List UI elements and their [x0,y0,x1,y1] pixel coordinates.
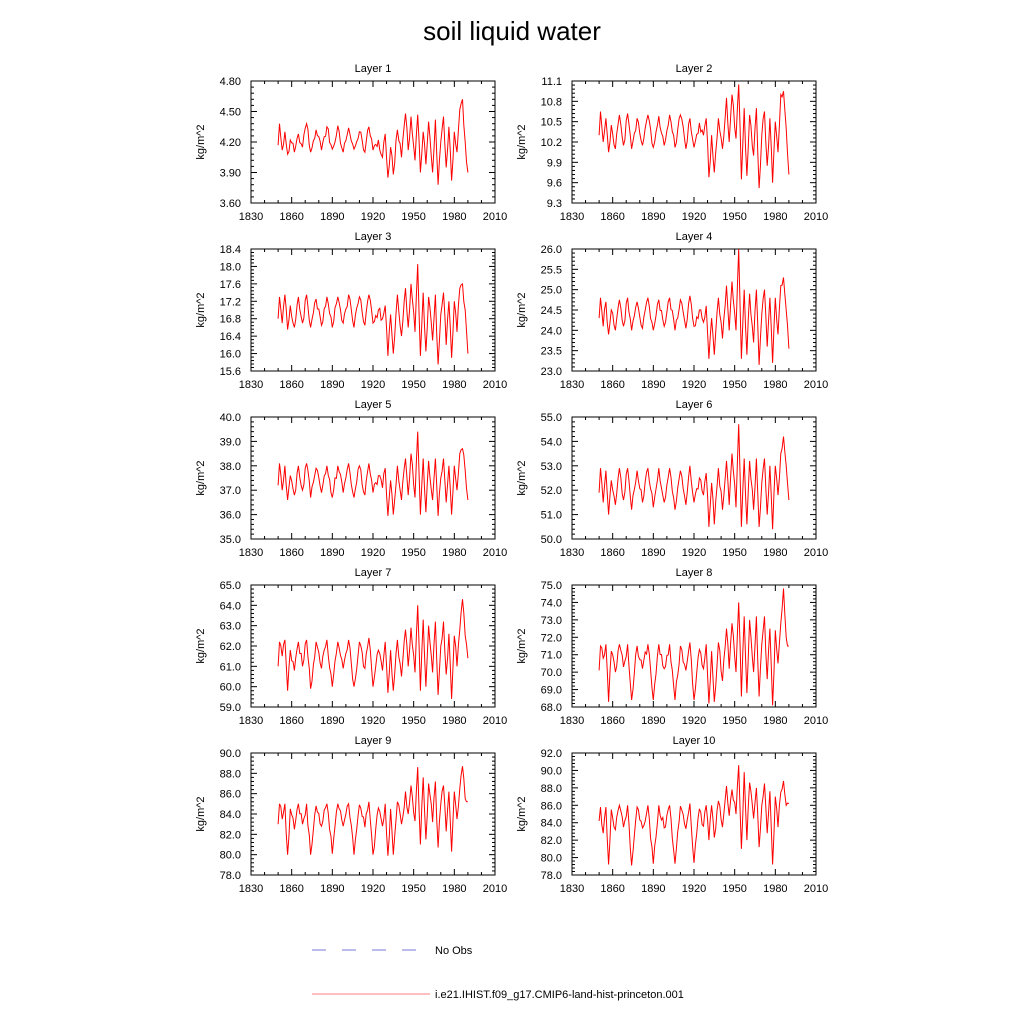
x-tick-label: 1920 [681,379,707,391]
y-tick-label: 25.0 [540,284,562,297]
series-line [278,99,468,184]
x-tick-label: 1830 [238,883,264,895]
x-tick-label: 1890 [641,883,666,895]
panel-title: Layer 5 [354,399,392,411]
y-tick-label: 16.4 [219,331,241,344]
x-tick-label: 1920 [360,211,386,223]
panel-title: Layer 3 [354,231,392,243]
y-tick-label: 9.6 [546,177,562,190]
y-tick-label: 39.0 [219,436,241,449]
y-tick-label: 3.60 [219,198,241,210]
x-tick-label: 2010 [803,547,829,559]
y-tick-label: 51.0 [540,509,562,522]
y-tick-label: 10.5 [540,116,562,129]
x-tick-label: 1860 [600,883,625,895]
series-line [278,432,468,516]
x-tick-label: 1950 [722,379,747,391]
y-axis-label: kg/m^2 [516,628,528,664]
x-tick-label: 1920 [681,211,707,223]
y-axis-label: kg/m^2 [195,796,207,832]
y-tick-label: 26.0 [540,244,562,256]
y-tick-label: 16.8 [219,313,241,326]
y-tick-label: 84.0 [219,809,241,821]
y-tick-label: 72.0 [540,632,562,645]
y-tick-label: 23.5 [540,345,562,358]
x-tick-label: 1890 [641,211,666,223]
x-tick-label: 1950 [722,547,747,559]
y-tick-label: 68.0 [540,702,562,714]
panel-layer-8 [516,567,828,727]
legend [312,945,684,1001]
y-tick-label: 55.0 [540,412,562,424]
y-tick-label: 90.0 [540,765,562,778]
panels [195,63,828,895]
series-line [278,599,468,699]
y-tick-label: 40.0 [219,412,241,424]
panel-title: Layer 8 [675,567,713,579]
x-tick-label: 1830 [238,547,264,559]
y-tick-label: 17.6 [219,278,241,291]
y-tick-label: 9.9 [546,157,562,170]
x-tick-label: 2010 [482,379,508,391]
y-tick-label: 78.0 [540,870,562,882]
x-tick-label: 1920 [360,547,386,559]
y-tick-label: 64.0 [219,600,241,613]
y-tick-label: 18.4 [219,244,241,256]
x-tick-label: 1980 [763,883,788,895]
x-tick-label: 1980 [763,211,788,223]
y-axis-label: kg/m^2 [516,460,528,496]
y-tick-label: 78.0 [219,870,241,882]
y-tick-label: 11.1 [541,76,562,88]
series-line [599,424,789,529]
panel-title: Layer 9 [354,735,392,747]
x-tick-label: 1950 [722,715,747,727]
x-tick-label: 1950 [401,547,426,559]
y-axis-label: kg/m^2 [516,292,528,328]
panel-layer-6 [516,399,828,559]
y-tick-label: 4.20 [219,137,241,149]
y-tick-label: 35.0 [219,534,241,546]
panel-layer-7 [195,567,507,727]
x-tick-label: 2010 [482,883,508,895]
x-tick-label: 1920 [681,547,707,559]
x-tick-label: 1980 [442,211,467,223]
x-tick-label: 1920 [360,715,386,727]
y-axis-label: kg/m^2 [195,460,207,496]
y-tick-label: 70.0 [540,667,562,680]
y-axis-label: kg/m^2 [195,628,207,664]
x-tick-label: 1890 [320,715,345,727]
plot-frame [251,81,495,203]
x-tick-label: 1980 [763,379,788,391]
x-tick-label: 1950 [401,379,426,391]
x-tick-label: 1890 [320,211,345,223]
x-tick-label: 1920 [360,379,386,391]
x-tick-label: 1920 [681,883,707,895]
x-tick-label: 1980 [763,715,788,727]
x-tick-label: 1830 [238,379,264,391]
x-tick-label: 1920 [681,715,707,727]
series-line [278,264,468,364]
panel-layer-1 [195,63,507,223]
y-tick-label: 10.8 [540,96,562,109]
x-tick-label: 1980 [442,883,467,895]
y-tick-label: 25.5 [540,264,562,277]
y-tick-label: 62.0 [219,641,241,653]
x-tick-label: 1830 [559,379,585,391]
y-tick-label: 88.0 [219,768,241,781]
y-tick-label: 24.0 [540,325,562,338]
panel-layer-10 [516,735,828,895]
x-tick-label: 1950 [401,883,426,895]
panel-title: Layer 10 [672,735,716,747]
y-tick-label: 92.0 [540,748,562,760]
x-tick-label: 1980 [763,547,788,559]
panel-layer-5 [195,399,507,559]
y-tick-label: 75.0 [540,580,562,592]
y-tick-label: 4.80 [219,76,241,88]
x-tick-label: 2010 [803,379,829,391]
x-tick-label: 1890 [320,547,345,559]
series-line [599,84,789,188]
y-tick-label: 86.0 [219,788,241,801]
x-tick-label: 1860 [600,715,625,727]
y-tick-label: 17.2 [219,296,241,309]
x-tick-label: 1830 [559,883,585,895]
y-tick-label: 61.0 [219,661,241,674]
y-tick-label: 37.0 [219,485,241,498]
x-tick-label: 1890 [320,883,345,895]
y-tick-label: 80.0 [219,849,241,862]
x-tick-label: 1830 [238,715,264,727]
panel-layer-9 [195,735,507,895]
x-tick-label: 1890 [641,379,666,391]
x-tick-label: 1830 [559,715,585,727]
x-tick-label: 2010 [482,211,508,223]
y-tick-label: 3.90 [219,167,241,180]
x-tick-label: 1860 [279,883,304,895]
y-tick-label: 65.0 [219,580,241,592]
series-line [278,766,468,856]
y-tick-label: 59.0 [219,702,241,714]
x-tick-label: 2010 [482,547,508,559]
y-tick-label: 23.0 [540,366,562,378]
y-tick-label: 18.0 [219,261,241,274]
y-tick-label: 71.0 [540,649,562,662]
y-axis-label: kg/m^2 [195,124,207,160]
x-tick-label: 1860 [279,715,304,727]
y-tick-label: 60.0 [219,681,241,694]
y-tick-label: 69.0 [540,684,562,697]
x-tick-label: 1860 [600,547,625,559]
y-axis-label: kg/m^2 [516,124,528,160]
series-line [599,249,789,365]
x-tick-label: 1890 [641,547,666,559]
panel-layer-4 [516,231,828,391]
y-tick-label: 63.0 [219,620,241,633]
y-tick-label: 86.0 [540,800,562,813]
x-tick-label: 1980 [442,715,467,727]
y-tick-label: 36.0 [219,509,241,522]
x-tick-label: 1860 [600,379,625,391]
y-tick-label: 38.0 [219,460,241,473]
series-line [599,765,789,865]
y-tick-label: 4.50 [219,106,241,119]
y-tick-label: 9.3 [546,198,562,210]
x-tick-label: 1830 [559,211,585,223]
x-tick-label: 2010 [803,211,829,223]
figure-title: soil liquid water [423,16,601,46]
y-tick-label: 84.0 [540,817,562,830]
panel-layer-3 [195,231,507,391]
series-line [599,589,789,706]
x-tick-label: 1950 [401,715,426,727]
x-tick-label: 1950 [401,211,426,223]
plot-frame [572,81,816,203]
y-axis-label: kg/m^2 [516,796,528,832]
panel-layer-2 [516,63,828,223]
y-tick-label: 73.0 [540,614,562,627]
x-tick-label: 1980 [442,379,467,391]
y-tick-label: 50.0 [540,534,562,546]
plot-frame [251,753,495,875]
y-tick-label: 74.0 [540,597,562,610]
panel-title: Layer 1 [354,63,392,75]
y-tick-label: 80.0 [540,852,562,865]
y-tick-label: 54.0 [540,436,562,449]
x-tick-label: 1860 [279,211,304,223]
x-tick-label: 1830 [238,211,264,223]
x-tick-label: 1890 [320,379,345,391]
panel-title: Layer 7 [354,567,392,579]
y-tick-label: 53.0 [540,460,562,473]
y-tick-label: 82.0 [219,829,241,842]
y-tick-label: 82.0 [540,835,562,848]
x-tick-label: 1950 [722,211,747,223]
x-tick-label: 2010 [803,883,829,895]
x-tick-label: 2010 [803,715,829,727]
x-tick-label: 1860 [279,547,304,559]
x-tick-label: 1860 [600,211,625,223]
x-tick-label: 2010 [482,715,508,727]
x-tick-label: 1980 [442,547,467,559]
x-tick-label: 1920 [360,883,386,895]
y-axis-label: kg/m^2 [195,292,207,328]
x-tick-label: 1950 [722,883,747,895]
panel-title: Layer 2 [675,63,713,75]
y-tick-label: 24.5 [540,305,562,317]
legend-label-no-obs: No Obs [435,945,473,957]
y-tick-label: 10.2 [540,137,562,149]
panel-title: Layer 4 [675,231,713,243]
x-tick-label: 1890 [641,715,666,727]
x-tick-label: 1860 [279,379,304,391]
y-tick-label: 90.0 [219,748,241,760]
y-tick-label: 15.6 [219,366,241,378]
panel-title: Layer 6 [675,399,713,411]
y-tick-label: 52.0 [540,485,562,498]
x-tick-label: 1830 [559,547,585,559]
y-tick-label: 88.0 [540,782,562,795]
legend-label-model: i.e21.IHIST.f09_g17.CMIP6-land-hist-princeton.001 [435,989,684,1001]
y-tick-label: 16.0 [219,348,241,361]
